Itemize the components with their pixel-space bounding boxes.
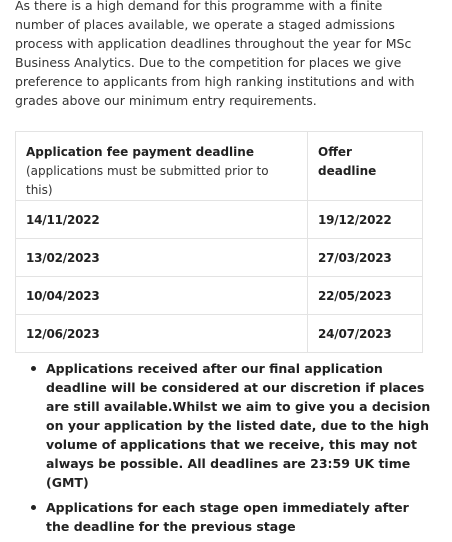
table-row bbox=[16, 277, 423, 315]
table-row bbox=[16, 315, 423, 353]
fee-deadline-header-label: Application fee payment deadline bbox=[26, 145, 254, 159]
table-row bbox=[16, 239, 423, 277]
intro-paragraph: As there is a high demand for this programme with a finite number of places available, we operate a staged admissions process with application deadlines throughout the year for MSc Business Analytics. Due to the competition for places we give preference to applicants from high ranking institutions and with grades above our minimum entry requirements. bbox=[15, 0, 415, 108]
fee-deadline-cell: 12/06/2023 bbox=[16, 315, 308, 353]
fee-deadline-cell: 10/04/2023 bbox=[16, 277, 308, 315]
offer-deadline-header bbox=[308, 132, 423, 201]
deadlines-table bbox=[15, 131, 423, 353]
list-item bbox=[0, 359, 452, 492]
fee-deadline-cell: 14/11/2022 bbox=[16, 201, 308, 239]
note-text: Applications for each stage open immediately after the deadline for the previous stage bbox=[46, 500, 409, 534]
fee-deadline-cell: 13/02/2023 bbox=[16, 239, 308, 277]
table-header-row bbox=[16, 132, 423, 201]
notes-list bbox=[0, 359, 452, 542]
fee-deadline-header-note: (applications must be submitted prior to this) bbox=[26, 164, 269, 197]
table-row bbox=[16, 201, 423, 239]
list-item bbox=[0, 498, 452, 536]
offer-deadline-cell: 27/03/2023 bbox=[308, 239, 423, 277]
offer-deadline-cell: 22/05/2023 bbox=[308, 277, 423, 315]
fee-deadline-header bbox=[16, 132, 308, 201]
bullet-icon bbox=[31, 505, 36, 510]
note-text: Applications received after our final application deadline will be considered at our discretion if places are still available.Whilst we aim to give you a decision on your application by the listed date, due to the high volume of applications that we receive, this may not always be possible. All deadlines are 23:59 UK time (GMT) bbox=[46, 361, 431, 490]
offer-deadline-header-label: Offer deadline bbox=[318, 145, 377, 178]
offer-deadline-cell: 24/07/2023 bbox=[308, 315, 423, 353]
bullet-icon bbox=[31, 366, 36, 371]
offer-deadline-cell: 19/12/2022 bbox=[308, 201, 423, 239]
